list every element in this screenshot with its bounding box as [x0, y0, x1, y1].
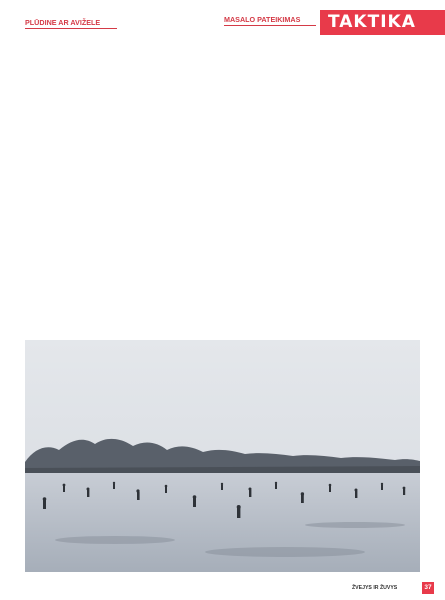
page-number: 37 — [422, 582, 434, 594]
subheading-pludine-ar-avizele: PLŪDINE AR AVIŽELE — [25, 18, 101, 27]
article-column-2 — [124, 15, 216, 332]
ice-fishing-scene-icon — [25, 340, 420, 572]
article-column-3 — [224, 15, 316, 332]
ice-fishing-photo — [25, 340, 420, 572]
section-tab-taktika: TAKTIKA — [320, 10, 445, 35]
subheading-rule — [224, 15, 316, 26]
magazine-name: ŽVEJYS IR ŽUVYS — [352, 585, 398, 591]
subheading-rule — [25, 18, 117, 29]
article-column-1 — [25, 15, 117, 332]
subheading-masalo-pateikimas: MASALO PATEIKIMAS — [224, 15, 301, 24]
article-column-4 — [324, 38, 420, 332]
